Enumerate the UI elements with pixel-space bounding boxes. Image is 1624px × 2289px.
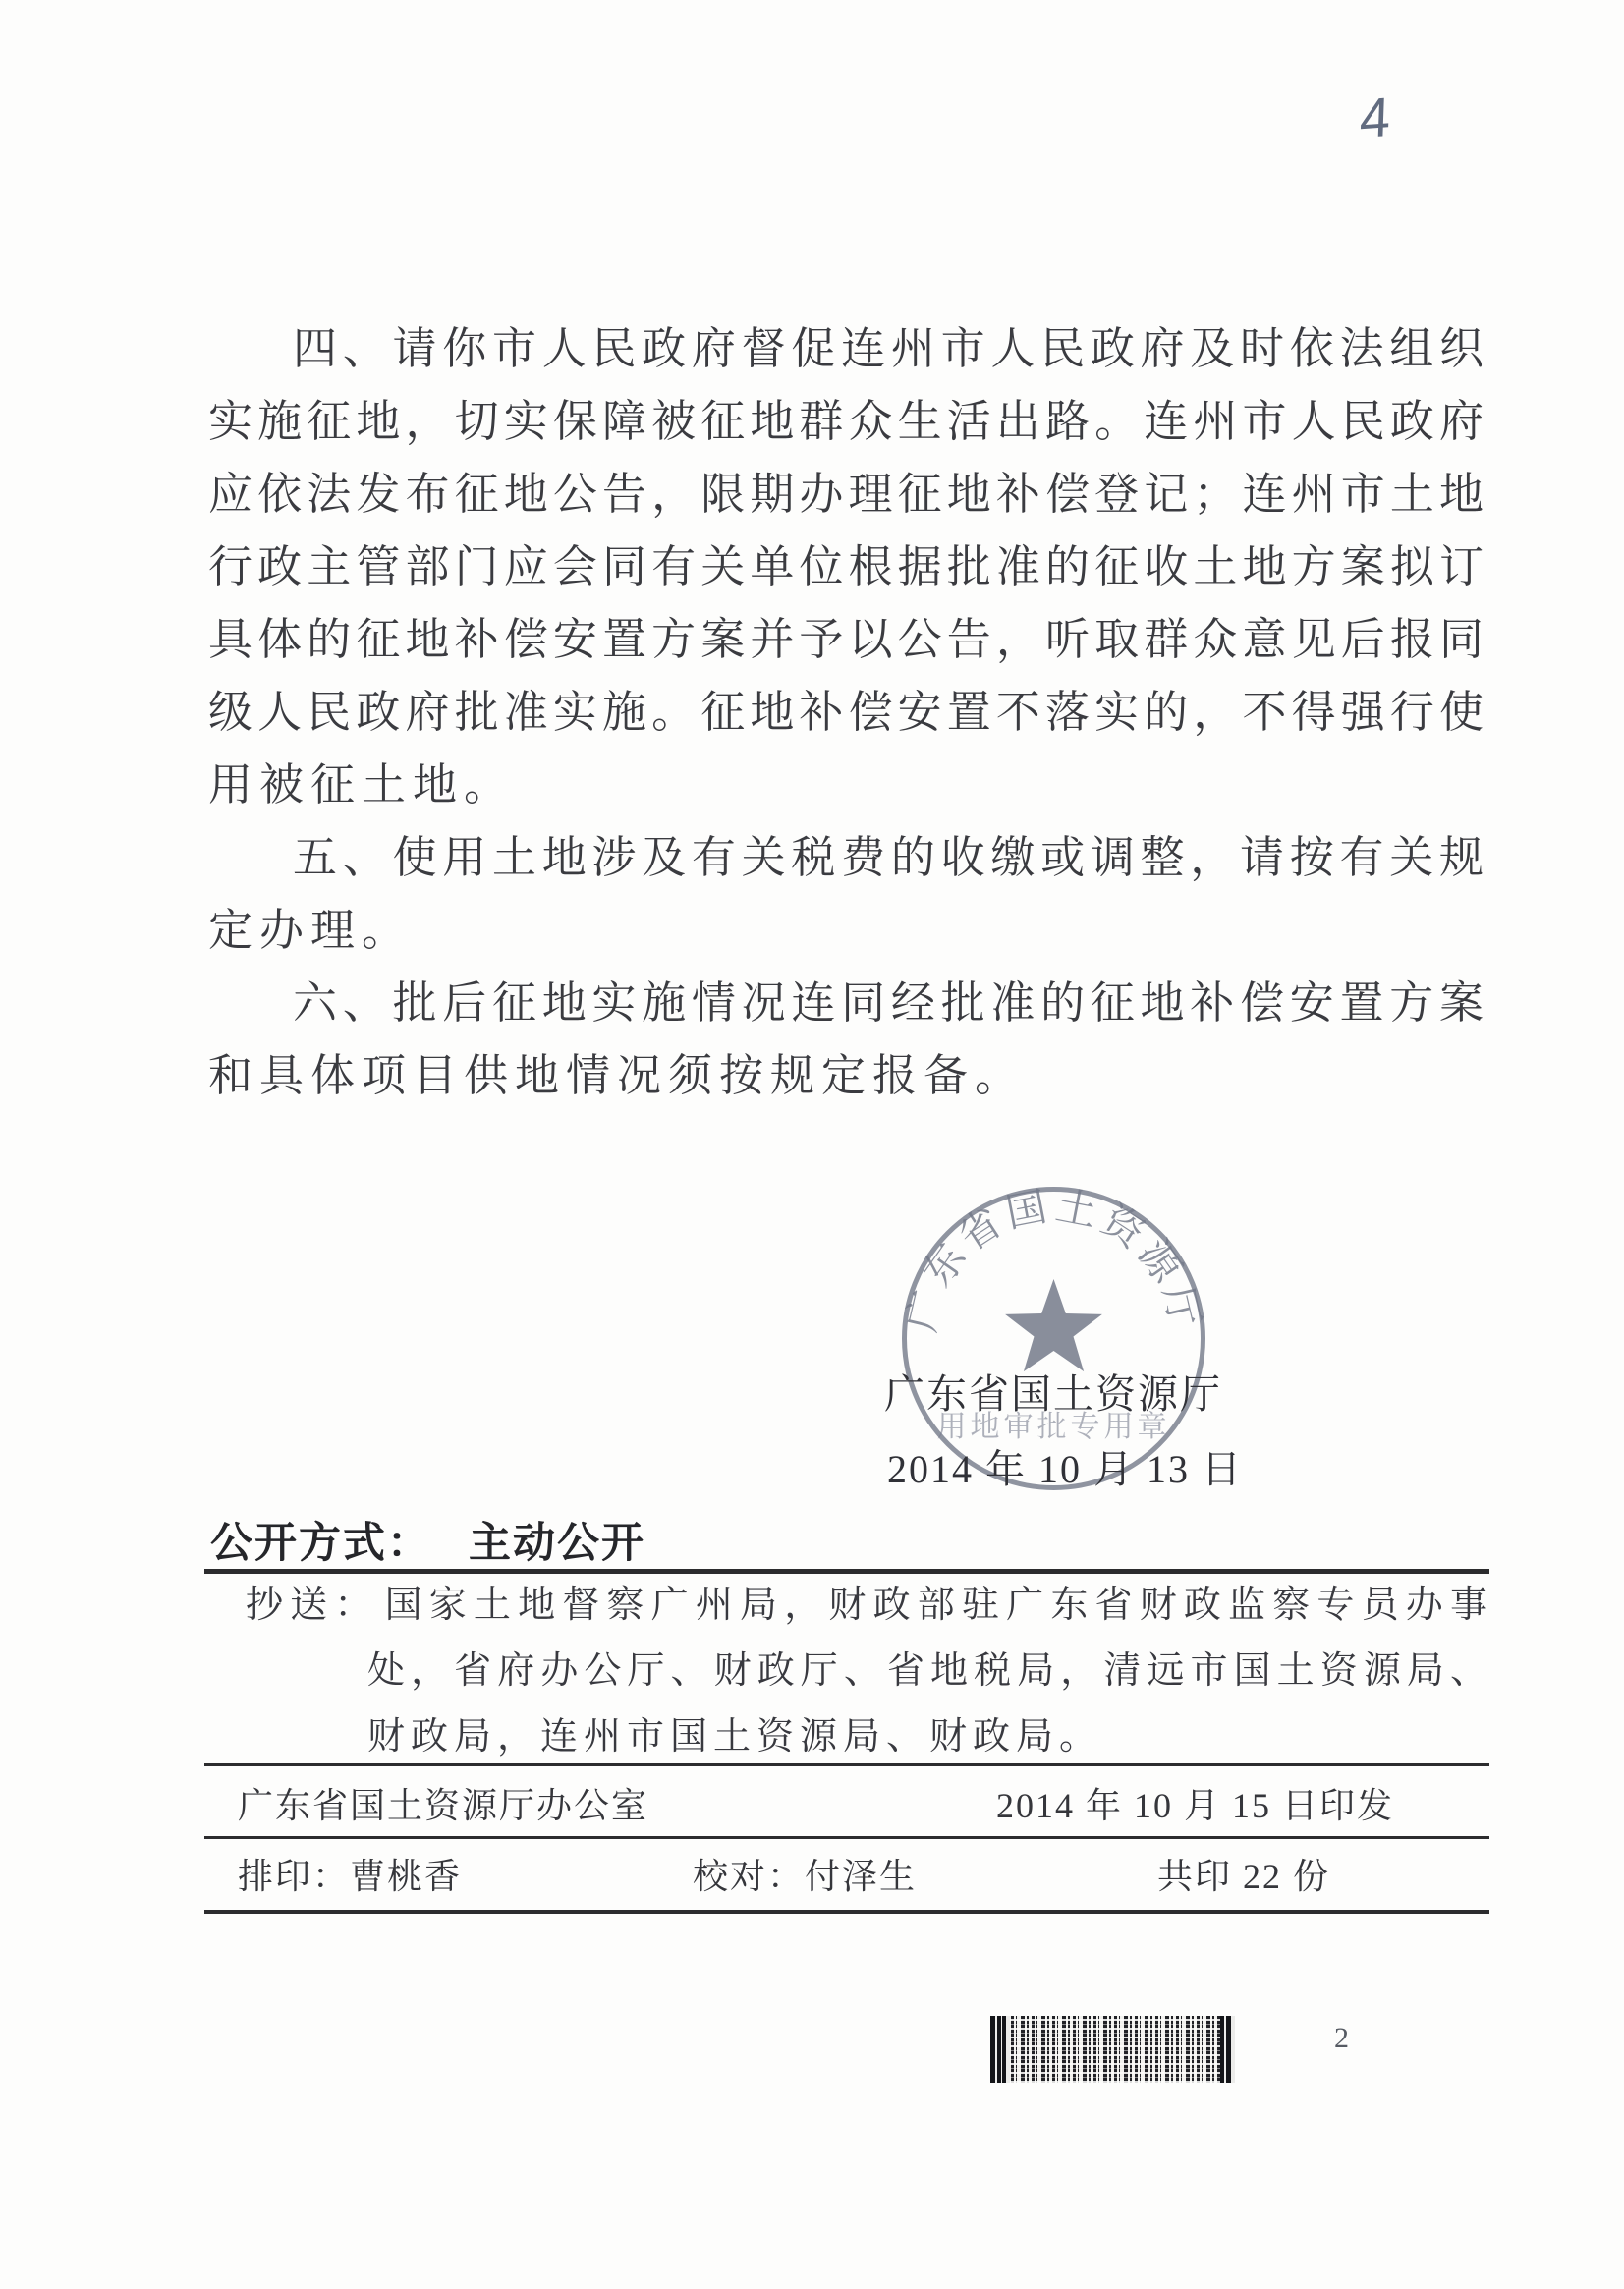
disclosure-value: 主动公开	[469, 1520, 645, 1567]
footer-print-date: 2014 年 10 月 15 日印发	[995, 1786, 1394, 1825]
cc-line: 财政局，连州市国土资源局、财政局。	[367, 1716, 1103, 1758]
body-line: 行政主管部门应会同有关单位根据批准的征收土地方案拟订	[208, 542, 1487, 591]
body-line: 五、使用土地涉及有关税费的收缴或调整，请按有关规	[293, 833, 1487, 882]
footer-office: 广东省国土资源厅办公室	[238, 1786, 649, 1825]
footer-page-number: 2	[1334, 2022, 1349, 2054]
footer-typesetter: 排印：曹桃香	[238, 1857, 463, 1896]
cc-block	[208, 1573, 1487, 1770]
cc-line	[208, 1573, 1487, 1639]
divider-rule-bottom	[204, 1910, 1489, 1914]
body-line: 具体的征地补偿安置方案并予以公告，听取群众意见后报同	[208, 615, 1487, 664]
divider-rule-cc	[204, 1763, 1489, 1766]
signature-date: 2014 年 10 月 13 日	[887, 1447, 1243, 1491]
cc-line: 处，省府办公厅、财政厅、省地税局，清远市国土资源局、	[367, 1650, 1487, 1692]
cc-label: 抄送：	[246, 1585, 379, 1626]
divider-rule-office	[204, 1836, 1489, 1839]
cc-line-text: 国家土地督察广州局，财政部驻广东省财政监察专员办事	[384, 1585, 1487, 1626]
signature-agency: 广东省国土资源厅	[884, 1371, 1222, 1417]
body-line: 定办理。	[208, 906, 414, 955]
footer-proofreader: 校对：付泽生	[693, 1857, 918, 1896]
body-line: 应依法发布征地公告，限期办理征地补偿登记；连州市土地	[208, 470, 1487, 519]
handwritten-page-number: 4	[1358, 84, 1392, 150]
body-line: 级人民政府批准实施。征地补偿安置不落实的，不得强行使	[208, 688, 1487, 737]
body-line: 用被征土地。	[208, 760, 516, 810]
footer-issuing-row	[208, 1776, 1487, 1835]
body-line: 四、请你市人民政府督促连州市人民政府及时依法组织	[293, 324, 1487, 373]
disclosure-label: 公开方式：	[210, 1520, 431, 1567]
footer-print-row	[208, 1847, 1487, 1906]
body-paragraphs	[208, 312, 1487, 1112]
disclosure-row	[210, 1510, 645, 1570]
body-line: 六、批后征地实施情况连同经批准的征地补偿安置方案	[293, 978, 1487, 1028]
seal-inner-text: 用地审批专用章	[936, 1411, 1171, 1443]
body-line: 和具体项目供地情况须按规定报备。	[208, 1051, 1027, 1100]
seal-arc-text: 广东省国土资源厅	[898, 1182, 1209, 1336]
seal-star	[1005, 1279, 1102, 1371]
footer-copies: 共印 22 份	[1156, 1857, 1330, 1896]
barcode	[990, 2016, 1235, 2083]
body-line: 实施征地，切实保障被征地群众生活出路。连州市人民政府	[208, 397, 1487, 446]
